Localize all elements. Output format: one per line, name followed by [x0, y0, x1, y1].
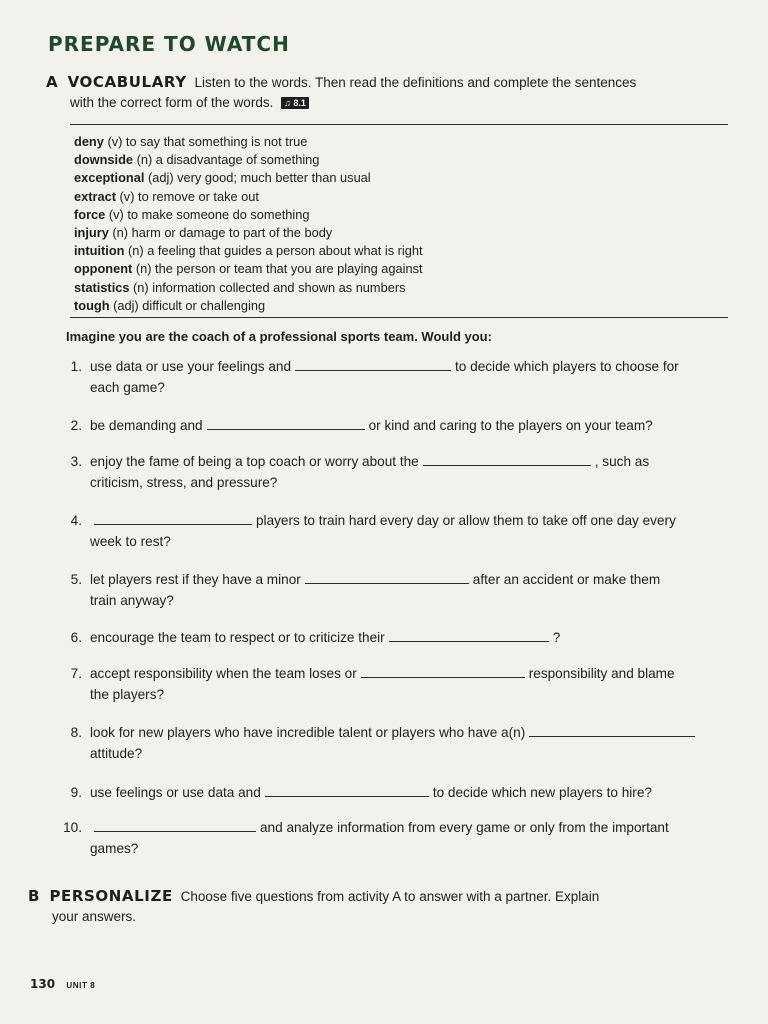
- question-text-before: look for new players who have incredible talent or players who have a(n): [90, 725, 526, 740]
- question-number: 3.: [70, 454, 82, 469]
- vocab-pos: (n): [112, 225, 129, 241]
- question-text-after: ?: [552, 630, 561, 645]
- audio-track-number: 8.1: [293, 98, 306, 109]
- vocab-word: force: [74, 206, 106, 222]
- question-item: [48, 510, 728, 552]
- question-text-after: , such as: [594, 454, 650, 469]
- question-item: [48, 569, 728, 611]
- vocab-entry: [74, 151, 728, 169]
- vocab-pos: (n): [136, 152, 153, 168]
- question-item: [48, 356, 728, 398]
- vocab-definition: to remove or take out: [138, 188, 259, 204]
- answer-blank[interactable]: [265, 784, 429, 797]
- page-title: PREPARE TO WATCH: [48, 32, 290, 56]
- question-text-continued: games?: [90, 841, 139, 856]
- question-text-after: to decide which new players to hire?: [432, 785, 652, 800]
- question-text-before: enjoy the fame of being a top coach or worry about the: [90, 454, 419, 469]
- vocab-entry: [74, 169, 728, 187]
- page-number: 130: [30, 977, 56, 991]
- question-number: 1.: [70, 359, 82, 374]
- question-item: [48, 722, 728, 764]
- question-item: [48, 782, 728, 803]
- question-item: [48, 663, 728, 705]
- vocab-definition: difficult or challenging: [142, 297, 266, 313]
- vocab-pos: (n): [135, 261, 152, 277]
- section-b-header: [28, 886, 728, 927]
- question-number: 2.: [70, 418, 82, 433]
- audio-track-icon: ♫ 8.1: [281, 97, 309, 109]
- answer-blank[interactable]: [295, 358, 451, 371]
- vocab-word: opponent: [74, 261, 133, 277]
- answer-blank[interactable]: [361, 665, 525, 678]
- question-number: 8.: [70, 725, 82, 740]
- vocab-definition: very good; much better than usual: [177, 170, 371, 186]
- question-text-before: let players rest if they have a minor: [90, 572, 301, 587]
- question-number: 7.: [70, 666, 82, 681]
- question-text-continued: week to rest?: [90, 534, 171, 549]
- vocab-entry: [74, 224, 728, 242]
- question-text-continued: the players?: [90, 687, 165, 702]
- page-footer: [30, 977, 95, 991]
- question-text-before: use data or use your feelings and: [90, 359, 292, 374]
- question-item: [48, 415, 728, 436]
- section-a-instruction-line1: Listen to the words. Then read the definitions and complete the sentences: [194, 75, 637, 90]
- question-text-before: accept responsibility when the team loses or: [90, 666, 357, 681]
- answer-blank[interactable]: [207, 417, 365, 430]
- question-text-continued: train anyway?: [90, 593, 174, 608]
- question-text-after: after an accident or make them: [472, 572, 661, 587]
- vocab-word: exceptional: [74, 170, 145, 186]
- section-b-letter: B: [28, 887, 40, 905]
- vocab-entry: [74, 297, 728, 315]
- vocab-definition: the person or team that you are playing against: [155, 261, 423, 277]
- question-number: 10.: [63, 820, 82, 835]
- vocab-word: extract: [74, 188, 116, 204]
- vocab-pos: (v): [107, 134, 123, 149]
- question-text-continued: each game?: [90, 380, 165, 395]
- section-a-instruction-line2: with the correct form of the words.: [70, 95, 274, 110]
- question-text-before: encourage the team to respect or to criticize their: [90, 630, 385, 645]
- unit-label: UNIT 8: [66, 981, 96, 990]
- vocab-definition: to say that something is not true: [125, 134, 308, 149]
- question-text-continued: attitude?: [90, 746, 143, 761]
- vocab-entry: [74, 279, 728, 297]
- vocab-entry: [74, 260, 728, 278]
- question-item: [48, 817, 728, 859]
- vocab-definition: information collected and shown as numbers: [152, 279, 406, 295]
- vocab-pos: (adj): [113, 297, 139, 313]
- vocab-definition: harm or damage to part of the body: [131, 225, 333, 241]
- vocabulary-box: [70, 124, 728, 318]
- vocab-word: statistics: [74, 279, 130, 295]
- vocab-word: intuition: [74, 243, 125, 259]
- vocab-entry: [74, 206, 728, 224]
- question-text-after: or kind and caring to the players on your team?: [368, 418, 653, 433]
- vocab-entry: [74, 133, 728, 151]
- vocab-word: tough: [74, 297, 110, 313]
- vocab-pos: (v): [108, 206, 124, 222]
- answer-blank[interactable]: [305, 571, 469, 584]
- section-a-letter: A: [46, 73, 58, 91]
- answer-blank[interactable]: [529, 724, 695, 737]
- question-text-after: and analyze information from every game or only from the important: [260, 820, 669, 835]
- question-text-before: be demanding and: [90, 418, 203, 433]
- vocab-pos: (adj): [147, 170, 174, 186]
- question-text-before: use feelings or use data and: [90, 785, 261, 800]
- section-b-name: PERSONALIZE: [49, 887, 173, 905]
- question-number: 9.: [70, 785, 82, 800]
- question-number: 4.: [70, 513, 82, 528]
- vocab-pos: (v): [119, 188, 135, 204]
- vocab-definition: to make someone do something: [127, 206, 310, 222]
- vocab-definition: a feeling that guides a person about what is right: [147, 243, 423, 259]
- vocab-pos: (n): [128, 243, 144, 259]
- section-b-instruction-line2: your answers.: [52, 909, 137, 924]
- vocab-word: deny: [74, 134, 104, 149]
- question-text-after: to decide which players to choose for: [455, 359, 679, 374]
- answer-blank[interactable]: [423, 453, 591, 466]
- section-b-instruction-line1: Choose five questions from activity A to answer with a partner. Explain: [180, 889, 600, 904]
- answer-blank[interactable]: [389, 629, 549, 642]
- answer-blank[interactable]: [94, 512, 252, 525]
- question-text-after: players to train hard every day or allow them to take off one day every: [256, 513, 676, 528]
- vocab-word: downside: [74, 152, 134, 168]
- question-text-continued: criticism, stress, and pressure?: [90, 475, 278, 490]
- section-a-header: [46, 72, 736, 113]
- vocab-pos: (n): [133, 279, 149, 295]
- imagine-instruction: Imagine you are the coach of a professional sports team. Would you:: [66, 329, 492, 344]
- vocab-entry: [74, 188, 728, 206]
- question-number: 5.: [70, 572, 82, 587]
- answer-blank[interactable]: [94, 819, 256, 832]
- question-number: 6.: [70, 630, 82, 645]
- vocab-definition: a disadvantage of something: [155, 152, 320, 168]
- vocab-word: injury: [74, 225, 109, 241]
- section-a-name: VOCABULARY: [67, 73, 187, 91]
- question-item: [48, 627, 728, 648]
- question-item: [48, 451, 728, 493]
- vocab-entry: [74, 242, 728, 260]
- question-text-after: responsibility and blame: [528, 666, 675, 681]
